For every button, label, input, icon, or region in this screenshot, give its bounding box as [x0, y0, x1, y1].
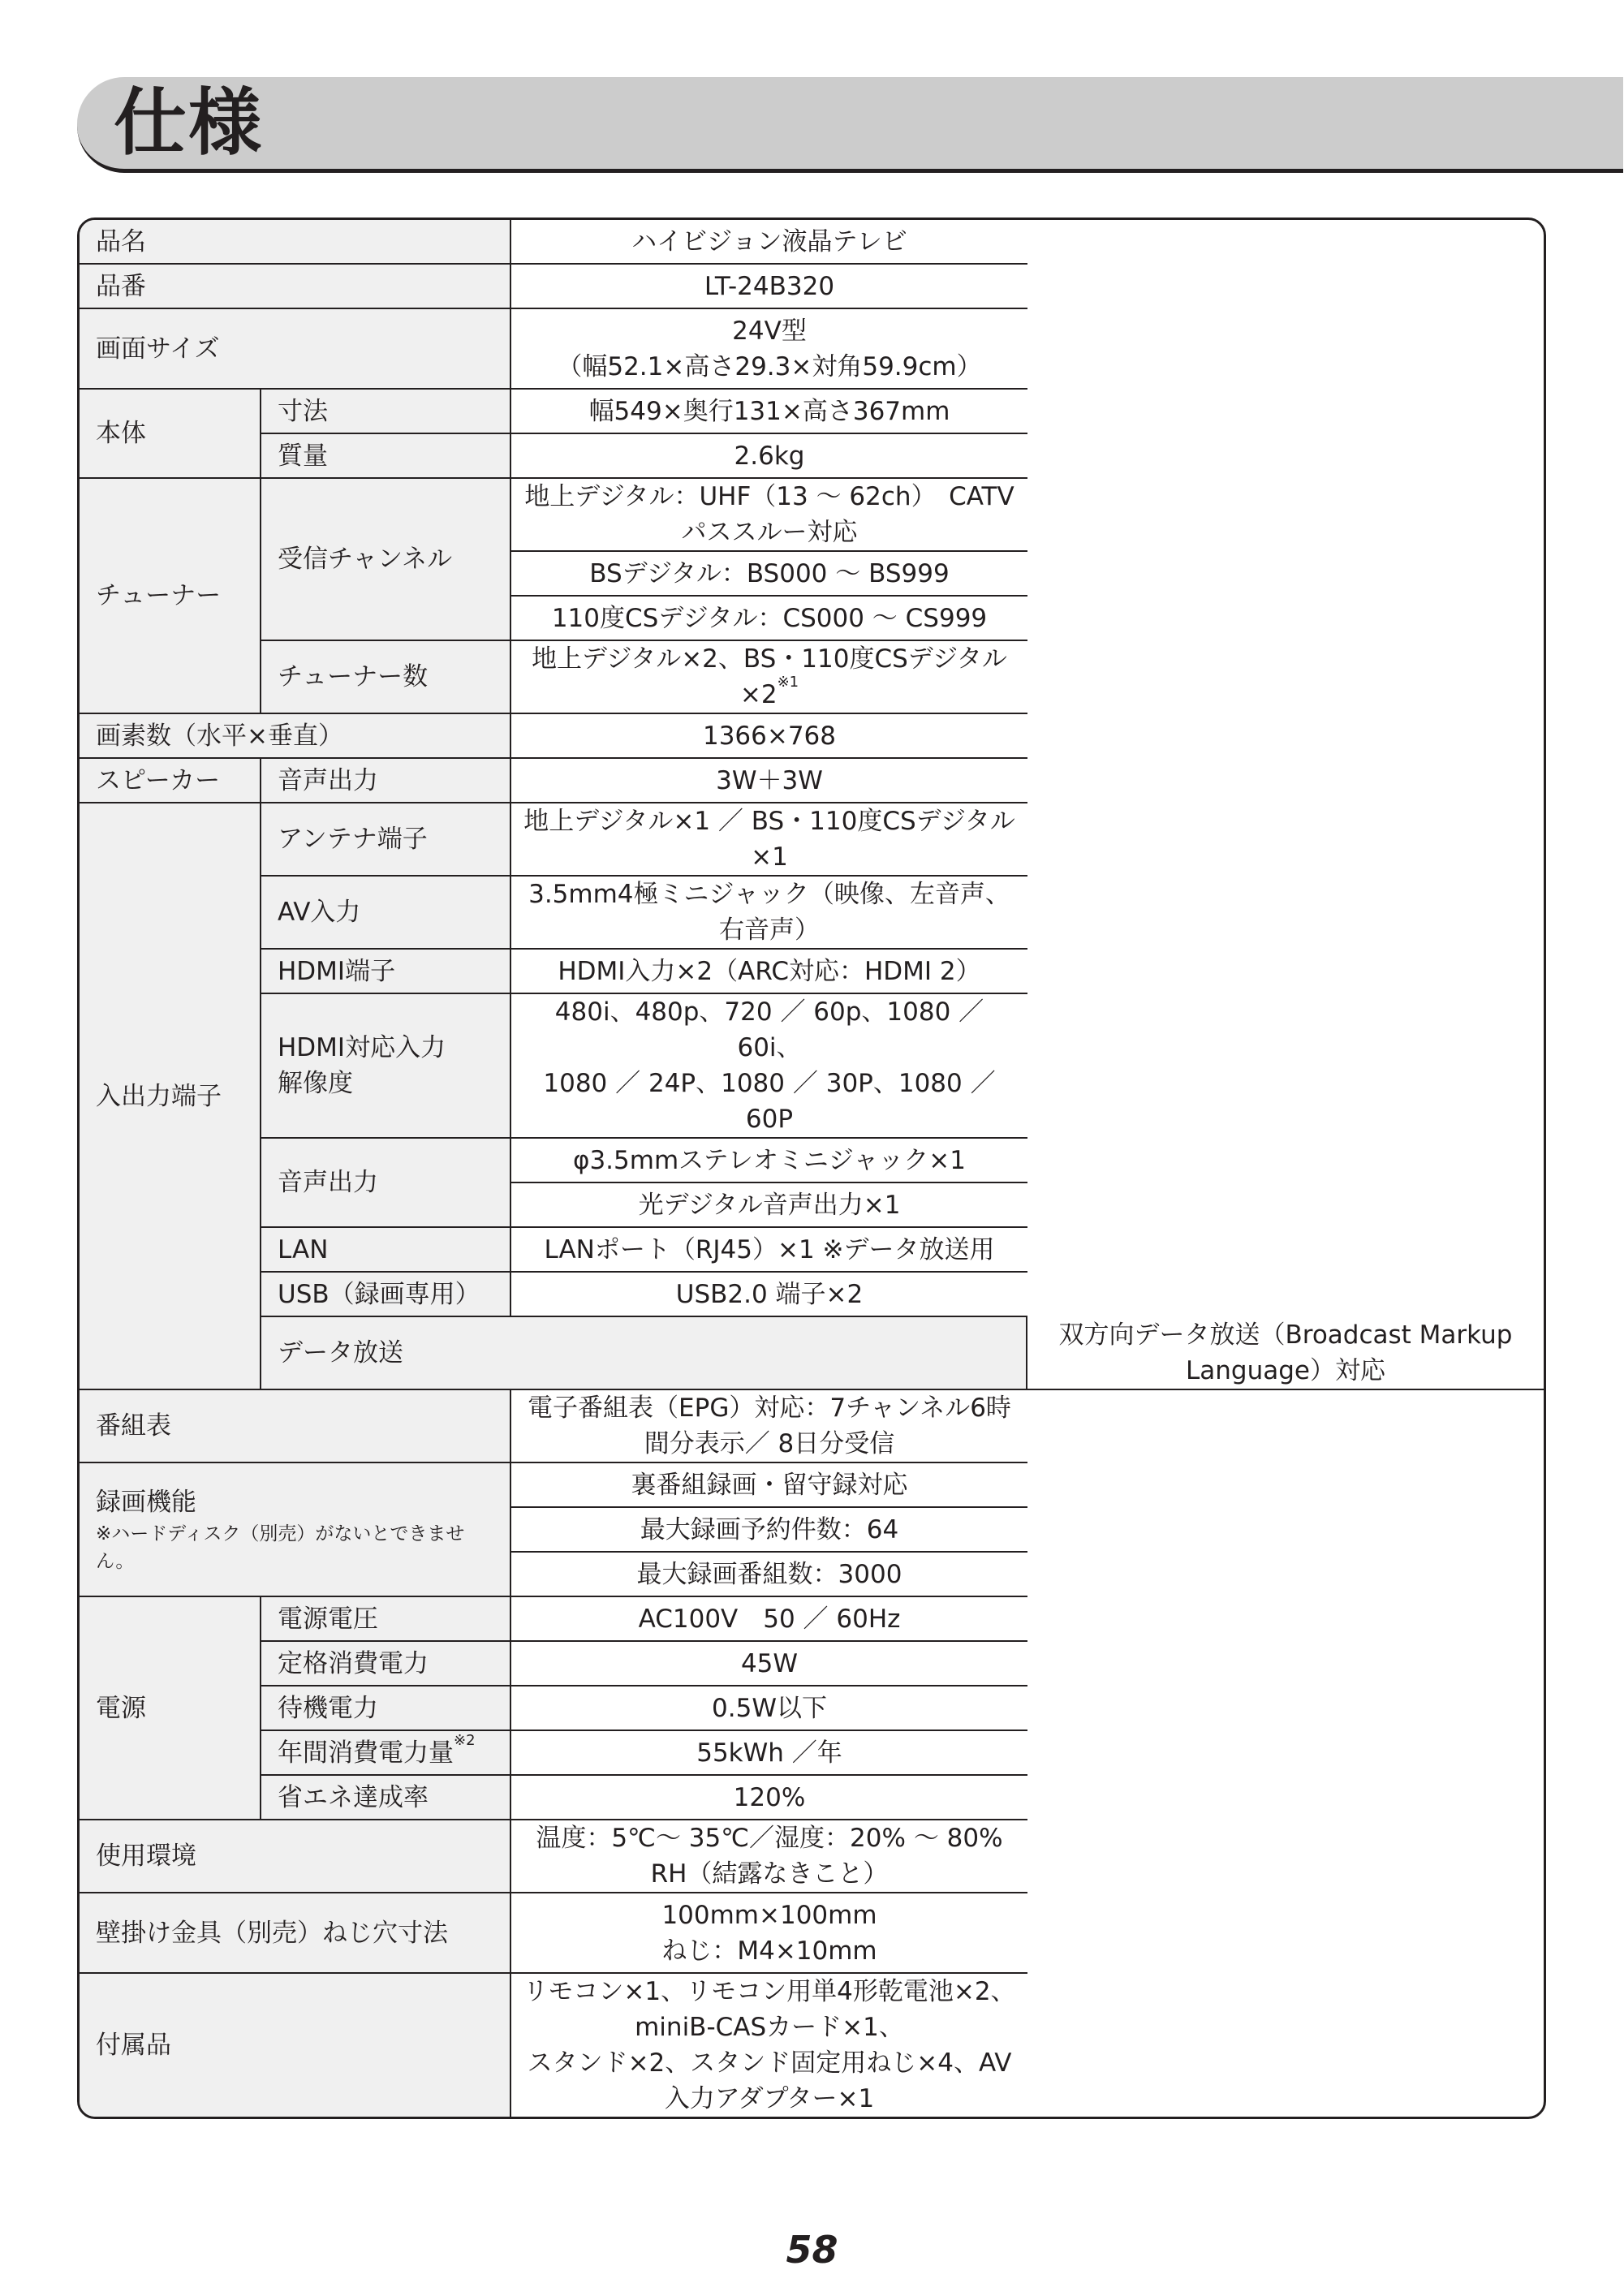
row-value: LANポート（RJ45）×1 ※データ放送用: [511, 1228, 1027, 1273]
wall-mount-line-2: ねじ：M4×10mm: [661, 1936, 877, 1966]
table-row: [80, 390, 1544, 434]
row-label: HDMI端子: [261, 950, 511, 994]
accessories-line-2: スタンド×2、スタンド固定用ねじ×4、AV入力アダプター×1: [527, 2048, 1012, 2113]
row-value: 地上デジタル×1 ／ BS・110度CSデジタル×1: [511, 803, 1027, 877]
row-label: 画素数（水平×垂直）: [80, 714, 511, 759]
table-row: [80, 1642, 1544, 1686]
table-row: [80, 714, 1544, 759]
recording-label: 録画機能: [96, 1487, 196, 1517]
table-row: [80, 1686, 1544, 1731]
table-row: [80, 950, 1544, 994]
accessories-line-1: リモコン×1、リモコン用単4形乾電池×2、miniB-CASカード×1、: [523, 1977, 1016, 2042]
row-label: 番組表: [80, 1390, 511, 1463]
row-label: 画面サイズ: [80, 309, 511, 390]
hdmi-res-label-line-2: 解像度: [278, 1069, 353, 1098]
row-label: 使用環境: [80, 1820, 511, 1893]
table-row: [80, 1597, 1544, 1642]
row-value: 45W: [511, 1642, 1027, 1686]
row-value: 双方向データ放送（Broadcast Markup Language）対応: [1027, 1317, 1544, 1390]
row-value: 110度CSデジタル：CS000 ～ CS999: [511, 597, 1027, 641]
title-bar: [77, 77, 1623, 173]
row-value: LT-24B320: [511, 265, 1027, 309]
row-value: 最大録画予約件数：64: [511, 1508, 1027, 1553]
row-label: 音声出力: [261, 759, 511, 803]
group-label: 本体: [80, 390, 261, 479]
row-label: 受信チャンネル: [261, 479, 511, 641]
table-row: [80, 1463, 1544, 1508]
table-row: [80, 434, 1544, 479]
table-row: [80, 1273, 1544, 1317]
row-label: 寸法: [261, 390, 511, 434]
row-label: USB（録画専用）: [261, 1273, 511, 1317]
row-label: データ放送: [261, 1317, 1027, 1390]
tuner-count-text: 地上デジタル×2、BS・110度CSデジタル×2: [532, 644, 1007, 709]
group-label: 電源: [80, 1597, 261, 1820]
row-value: 裏番組録画・留守録対応: [511, 1463, 1027, 1508]
row-value: 光デジタル音声出力×1: [511, 1183, 1027, 1228]
annual-power-label: 年間消費電力量: [278, 1738, 454, 1768]
table-row: [80, 1139, 1544, 1183]
row-label: [80, 1463, 511, 1597]
row-value: HDMI入力×2（ARC対応：HDMI 2）: [511, 950, 1027, 994]
table-row: [80, 1228, 1544, 1273]
row-value: 120%: [511, 1776, 1027, 1820]
row-label: [261, 994, 511, 1139]
table-row: [80, 1820, 1544, 1893]
spec-table: [77, 218, 1546, 2119]
row-value: 2.6kg: [511, 434, 1027, 479]
group-label: 入出力端子: [80, 803, 261, 1390]
table-row: [80, 309, 1544, 390]
row-value: AC100V 50 ／ 60Hz: [511, 1597, 1027, 1642]
footnote-marker: ※1: [777, 674, 799, 691]
row-value: 最大録画番組数：3000: [511, 1553, 1027, 1597]
recording-note: ※ハードディスク（別売）がないとできません。: [96, 1523, 465, 1572]
hdmi-res-line-1: 480i、480p、720 ／ 60p、1080 ／ 60i、: [554, 997, 984, 1062]
screen-size-line-1: 24V型: [732, 316, 807, 346]
row-label: [261, 1731, 511, 1776]
table-row: [80, 1974, 1544, 2117]
row-value: 0.5W以下: [511, 1686, 1027, 1731]
row-value: [511, 641, 1027, 714]
row-value: ハイビジョン液晶テレビ: [511, 220, 1027, 265]
table-row: [80, 1390, 1544, 1463]
row-label: チューナー数: [261, 641, 511, 714]
row-label: 定格消費電力: [261, 1642, 511, 1686]
row-value: 温度：5℃～ 35℃／湿度：20% ～ 80% RH（結露なきこと）: [511, 1820, 1027, 1893]
row-label: 付属品: [80, 1974, 511, 2117]
row-label: 電源電圧: [261, 1597, 511, 1642]
table-row: [80, 803, 1544, 877]
group-label: スピーカー: [80, 759, 261, 803]
row-label: AV入力: [261, 877, 511, 950]
hdmi-res-line-2: 1080 ／ 24P、1080 ／ 30P、1080 ／ 60P: [543, 1069, 996, 1134]
row-value: USB2.0 端子×2: [511, 1273, 1027, 1317]
row-value: [511, 1893, 1027, 1974]
table-row: [80, 479, 1544, 552]
table-row: [80, 220, 1544, 265]
wall-mount-line-1: 100mm×100mm: [661, 1900, 877, 1930]
row-value: 3W＋3W: [511, 759, 1027, 803]
row-value: BSデジタル：BS000 ～ BS999: [511, 552, 1027, 597]
row-value: 1366×768: [511, 714, 1027, 759]
row-label: LAN: [261, 1228, 511, 1273]
table-row: [80, 1317, 1544, 1390]
group-label: チューナー: [80, 479, 261, 714]
table-row: [80, 994, 1544, 1139]
row-value: [511, 1974, 1027, 2117]
screen-size-line-2: （幅52.1×高さ29.3×対角59.9cm）: [557, 351, 982, 381]
table-row: [80, 1776, 1544, 1820]
row-label: アンテナ端子: [261, 803, 511, 877]
footnote-marker: ※2: [454, 1731, 476, 1749]
row-label: 品名: [80, 220, 511, 265]
row-value: [511, 994, 1027, 1139]
table-row: [80, 759, 1544, 803]
row-label: 音声出力: [261, 1139, 511, 1228]
row-value: 55kWh ／年: [511, 1731, 1027, 1776]
row-value: 地上デジタル：UHF（13 ～ 62ch） CATVパススルー対応: [511, 479, 1027, 552]
table-row: [80, 641, 1544, 714]
row-value: 電子番組表（EPG）対応：7チャンネル6時間分表示／ 8日分受信: [511, 1390, 1027, 1463]
row-label: 壁掛け金具（別売）ねじ穴寸法: [80, 1893, 511, 1974]
row-label: 質量: [261, 434, 511, 479]
page-title: 仕様: [114, 80, 263, 166]
row-value: [511, 309, 1027, 390]
page-number: 58: [786, 2228, 838, 2272]
row-label: 省エネ達成率: [261, 1776, 511, 1820]
table-row: [80, 1893, 1544, 1974]
hdmi-res-label-line-1: HDMI対応入力: [278, 1033, 446, 1062]
table-row: [80, 265, 1544, 309]
table-row: [80, 1731, 1544, 1776]
row-value: 幅549×奥行131×高さ367mm: [511, 390, 1027, 434]
row-value: 3.5mm4極ミニジャック（映像、左音声、右音声）: [511, 877, 1027, 950]
row-label: 待機電力: [261, 1686, 511, 1731]
row-label: 品番: [80, 265, 511, 309]
table-row: [80, 877, 1544, 950]
row-value: φ3.5mmステレオミニジャック×1: [511, 1139, 1027, 1183]
